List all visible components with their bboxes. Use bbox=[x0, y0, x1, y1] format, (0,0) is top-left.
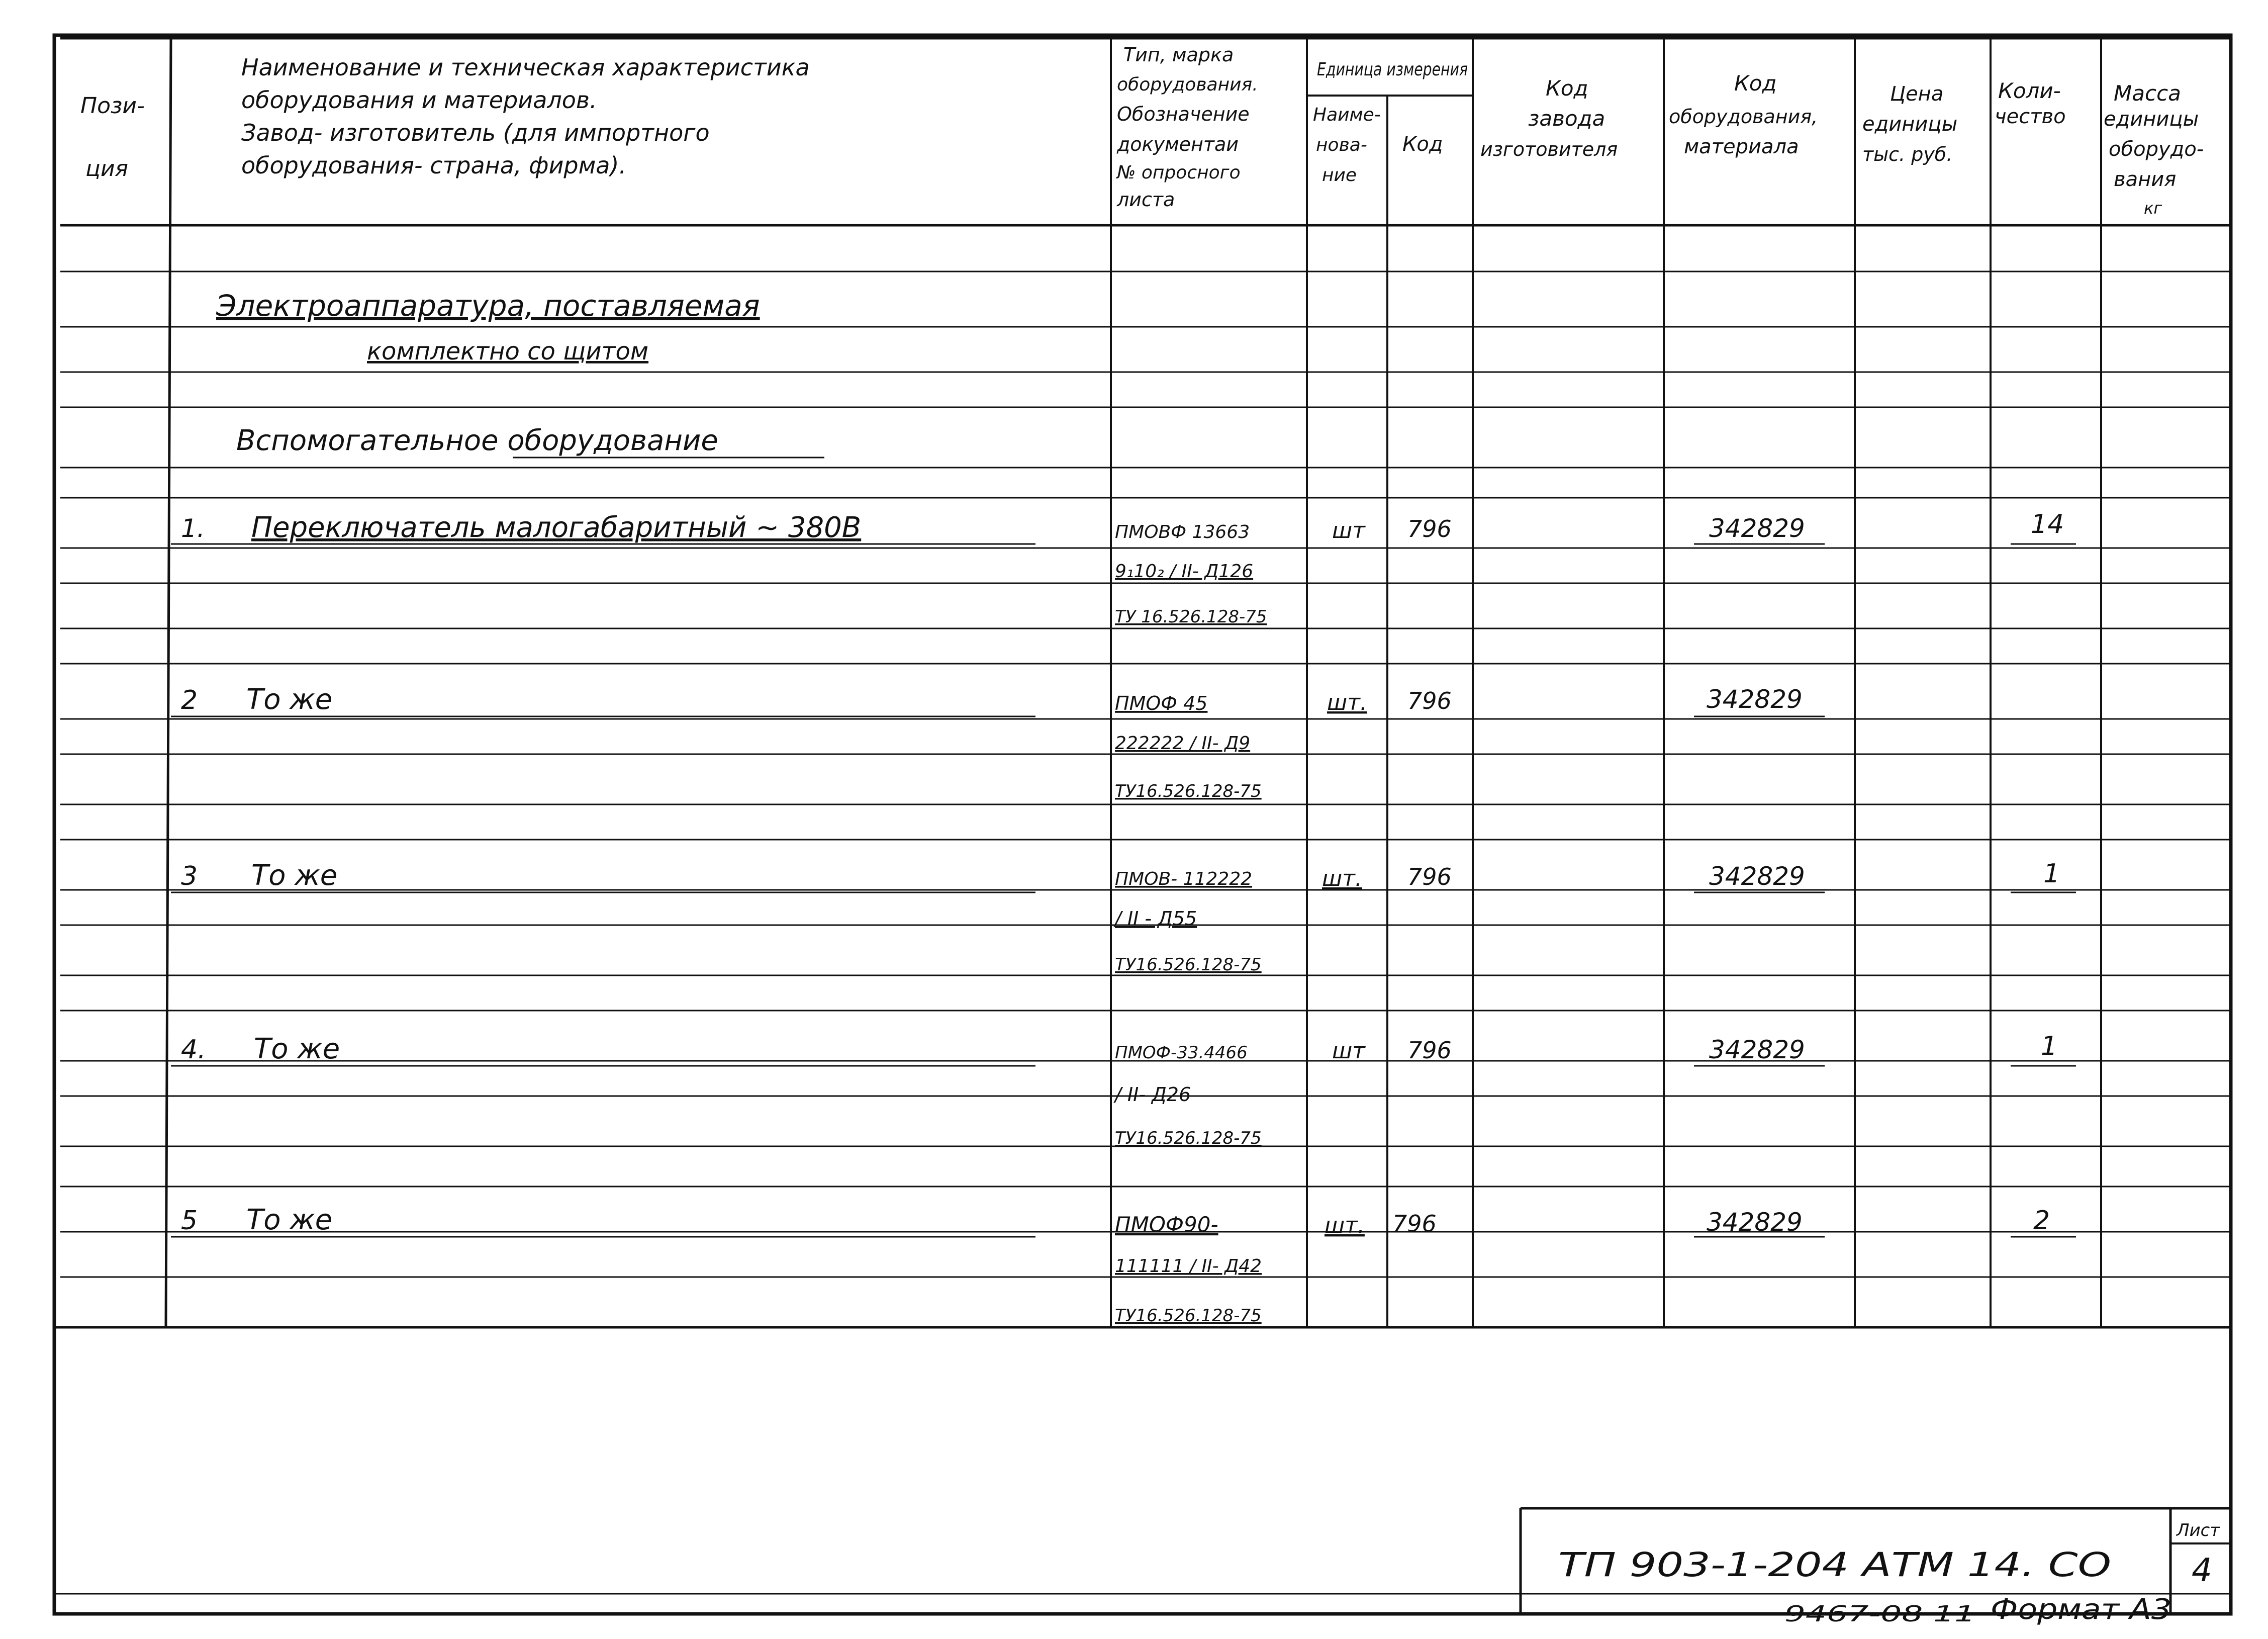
header-quantity-2: чество bbox=[1995, 105, 2066, 128]
section-title-line-2: комплектно со щитом bbox=[367, 337, 649, 366]
header-position-1: Пози- bbox=[80, 93, 145, 119]
title-stamp bbox=[54, 1508, 2231, 1614]
header-equipment-code-1: Код bbox=[1734, 71, 1777, 96]
item-position: 1. bbox=[181, 514, 205, 543]
item-type-line-1: ПМОВ- 112222 bbox=[1115, 869, 1253, 889]
header-type-5: № опросного bbox=[1117, 162, 1241, 183]
item-name: То же bbox=[246, 1204, 333, 1236]
item-type-line-3: ТУ16.526.128-75 bbox=[1115, 781, 1262, 801]
item-unit: шт. bbox=[1322, 866, 1362, 891]
item-equipment-code: 342829 bbox=[1709, 514, 1805, 543]
footer bbox=[1784, 1593, 2171, 1627]
item-row-2 bbox=[181, 683, 1803, 801]
section-title-line-1: Электроаппаратура, поставляемая bbox=[216, 289, 760, 323]
stamp-sheet-label: Лист bbox=[2177, 1520, 2220, 1540]
header-type-4: документаи bbox=[1117, 133, 1239, 155]
section-titles bbox=[216, 289, 824, 458]
item-quantity: 2 bbox=[2033, 1206, 2050, 1236]
header-type-2: оборудования. bbox=[1117, 74, 1258, 95]
item-unit: шт bbox=[1332, 1038, 1365, 1064]
header-unit: Единица измерения bbox=[1317, 59, 1468, 80]
item-type-line-2: 222222 / II- Д9 bbox=[1115, 733, 1251, 754]
item-equipment-code: 342829 bbox=[1709, 1035, 1805, 1064]
header-mass-4: вания bbox=[2114, 168, 2177, 191]
item-unit-code: 796 bbox=[1407, 687, 1452, 714]
item-type-line-2: 111111 / II- Д42 bbox=[1115, 1256, 1262, 1277]
item-type-line-2: / II - Д55 bbox=[1115, 907, 1197, 930]
header-type-1: Тип, марка bbox=[1123, 44, 1234, 66]
header-equipment-code-2: оборудования, bbox=[1669, 106, 1818, 128]
item-type-line-2: / II- Д26 bbox=[1115, 1083, 1191, 1106]
item-unit-code: 796 bbox=[1407, 863, 1452, 890]
header-mass-2: единицы bbox=[2104, 108, 2199, 131]
item-name: То же bbox=[254, 1033, 340, 1065]
item-position: 4. bbox=[181, 1035, 206, 1065]
header-name-4: оборудования- страна, фирма). bbox=[241, 152, 627, 179]
header-unit-name-1: Наиме- bbox=[1313, 105, 1381, 125]
item-name: Переключатель малогабаритный ~ 380В bbox=[251, 511, 862, 544]
header-price-2: единицы bbox=[1862, 113, 1958, 136]
item-row-1 bbox=[181, 509, 2064, 627]
header-factory-code-1: Код bbox=[1546, 76, 1588, 101]
item-type-line-3: ТУ16.526.128-75 bbox=[1115, 1306, 1262, 1326]
item-unit: шт bbox=[1332, 518, 1365, 543]
footer-code: 9467-08 11 bbox=[1784, 1601, 1975, 1627]
item-unit: шт. bbox=[1325, 1213, 1365, 1238]
header-mass-5: кг bbox=[2144, 199, 2162, 218]
header-name-3: Завод- изготовитель (для импортного bbox=[241, 119, 710, 146]
stamp-designation: ТП 903-1-204 АТМ 14. СО bbox=[1558, 1545, 2111, 1584]
stamp-sheet-number: 4 bbox=[2192, 1552, 2212, 1589]
header-unit-name-3: ние bbox=[1322, 165, 1357, 186]
item-type-line-1: ПМОФ 45 bbox=[1115, 692, 1208, 714]
item-unit-code: 796 bbox=[1407, 1037, 1452, 1064]
item-unit-code: 796 bbox=[1407, 515, 1452, 542]
item-equipment-code: 342829 bbox=[1707, 685, 1803, 714]
item-type-line-3: ТУ16.526.128-75 bbox=[1115, 955, 1262, 975]
item-row-3 bbox=[181, 859, 2060, 975]
item-type-line-1: ПМОВФ 13663 bbox=[1115, 522, 1250, 542]
header-type-3: Обозначение bbox=[1117, 103, 1250, 125]
header-equipment-code-3: материала bbox=[1684, 135, 1799, 158]
header-mass-1: Масса bbox=[2114, 81, 2181, 106]
item-position: 5 bbox=[181, 1206, 198, 1236]
item-unit: шт. bbox=[1327, 690, 1367, 715]
item-row-5 bbox=[181, 1204, 2050, 1326]
header-quantity-1: Коли- bbox=[1998, 78, 2061, 103]
item-unit-code: 796 bbox=[1392, 1210, 1437, 1237]
header-factory-code-2: завода bbox=[1528, 106, 1605, 131]
item-row-4 bbox=[181, 1031, 2057, 1148]
item-type-line-1: ПМОФ-33.4466 bbox=[1115, 1043, 1248, 1063]
header-position-2: ция bbox=[85, 156, 129, 181]
header-price-3: тыс. руб. bbox=[1862, 143, 1953, 165]
item-type-line-3: ТУ 16.526.128-75 bbox=[1115, 607, 1267, 627]
table-header bbox=[80, 44, 2204, 218]
item-position: 3 bbox=[181, 861, 198, 891]
item-quantity: 14 bbox=[2031, 509, 2064, 539]
header-price-1: Цена bbox=[1890, 82, 1944, 106]
section-subtitle: Вспомогательное оборудование bbox=[236, 424, 718, 457]
header-name-1: Наименование и техническая характеристика bbox=[241, 54, 810, 81]
item-equipment-code: 342829 bbox=[1707, 1208, 1803, 1237]
item-type-line-2: 9₁10₂ / II- Д126 bbox=[1115, 561, 1254, 582]
header-unit-code: Код bbox=[1402, 133, 1443, 156]
header-type-6: листа bbox=[1117, 189, 1175, 211]
header-unit-name-2: нова- bbox=[1316, 135, 1367, 155]
footer-format: Формат А3 bbox=[1991, 1593, 2171, 1626]
item-type-line-1: ПМОФ90- bbox=[1115, 1212, 1218, 1237]
item-name: То же bbox=[246, 683, 333, 716]
item-quantity: 1 bbox=[2043, 859, 2060, 889]
header-mass-3: оборудо- bbox=[2109, 138, 2204, 161]
item-quantity: 1 bbox=[2041, 1031, 2058, 1061]
item-name: То же bbox=[251, 859, 338, 892]
item-type-line-3: ТУ16.526.128-75 bbox=[1115, 1128, 1262, 1148]
item-position: 2 bbox=[181, 685, 198, 715]
item-equipment-code: 342829 bbox=[1709, 862, 1805, 891]
header-factory-code-3: изготовителя bbox=[1480, 138, 1618, 160]
header-name-2: оборудования и материалов. bbox=[241, 86, 597, 114]
